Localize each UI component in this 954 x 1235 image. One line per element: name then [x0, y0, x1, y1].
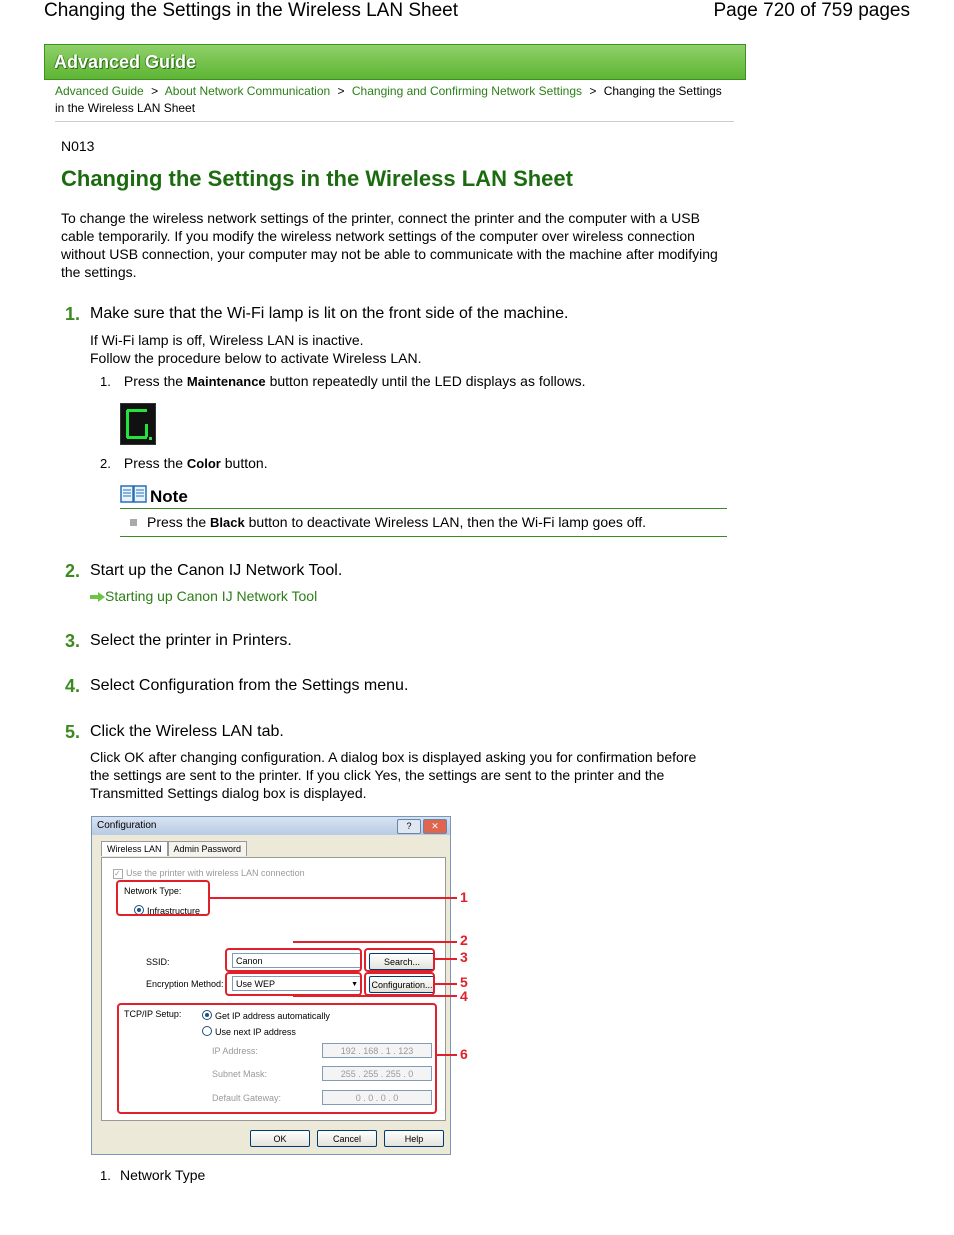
step1-line1: If Wi-Fi lamp is off, Wireless LAN is inactive. — [90, 332, 364, 348]
callout-line-6 — [437, 1054, 457, 1056]
divider — [55, 121, 734, 122]
callout-number-1: 1 — [460, 889, 468, 905]
substep-1 — [100, 373, 586, 389]
arrow-right-icon — [90, 592, 105, 602]
black-button-name: Black — [210, 515, 245, 530]
dialog-titlebar — [92, 817, 450, 835]
breadcrumb — [55, 83, 735, 117]
note-pre: Press the — [147, 514, 207, 530]
page-number: Page 720 of 759 pages — [713, 0, 910, 21]
callout-box-search — [364, 948, 435, 972]
link-label: Starting up Canon IJ Network Tool — [105, 588, 318, 604]
breadcrumb-network-settings[interactable]: Changing and Confirming Network Settings — [351, 84, 582, 98]
substep-2 — [100, 455, 268, 471]
ssid-field[interactable]: Canon — [232, 953, 362, 968]
doc-code: N013 — [61, 138, 95, 154]
led-display-icon — [120, 403, 156, 445]
note-text — [130, 514, 646, 530]
default-gateway-label: Default Gateway: — [212, 1093, 282, 1103]
subnet-mask-field[interactable]: 255 . 255 . 255 . 0 — [322, 1066, 432, 1081]
substep-pre: Press the — [123, 455, 184, 471]
callout-number-6: 6 — [460, 1046, 468, 1062]
default-gateway-field[interactable]: 0 . 0 . 0 . 0 — [322, 1090, 432, 1105]
list-number: 1. — [100, 1168, 111, 1183]
page-title: Changing the Settings in the Wireless LAN Sheet — [61, 166, 573, 191]
substep-post: button repeatedly until the LED displays as follows. — [269, 373, 586, 389]
list-text: Network Type — [120, 1167, 206, 1183]
encryption-label: Encryption Method: — [146, 979, 224, 989]
breadcrumb-separator: > — [589, 84, 597, 98]
step5-body: Click OK after changing configuration. A dialog box is displayed asking you for confirmation before the settings are sent to the printer. If you click Yes, the settings are sent to the printer and the Transmitted Settings dialog box is displayed. — [90, 749, 697, 801]
banner-label: Advanced Guide — [54, 52, 197, 72]
step-number: 4. — [65, 676, 81, 696]
intro-paragraph: To change the wireless network settings of the printer, connect the printer and the computer with a USB cable temporarily. If you modify the wireless network settings of the computer over wireless connection without USB connection, your computer may not be able to communicate with the machine after modifying the settings. — [61, 210, 718, 280]
note-rule-bottom — [120, 536, 727, 537]
cancel-button[interactable]: Cancel — [317, 1130, 377, 1147]
step-number: 2. — [65, 561, 81, 581]
tab-wireless-lan[interactable]: Wireless LAN — [101, 841, 168, 856]
callout-box-ssid — [225, 948, 362, 972]
substep-number: 1. — [100, 374, 111, 389]
header-title: Changing the Settings in the Wireless LAN Sheet — [44, 0, 459, 21]
breadcrumb-network-communication[interactable]: About Network Communication — [164, 84, 331, 98]
substep-number: 2. — [100, 456, 111, 471]
color-button-name: Color — [186, 456, 221, 471]
step-text: Select Configuration from the Settings menu. — [90, 677, 409, 694]
tab-admin-password[interactable]: Admin Password — [168, 841, 248, 856]
use-wireless-checkbox[interactable]: ✓ Use the printer with wireless LAN connection — [114, 868, 305, 878]
callout-line-3 — [435, 958, 457, 960]
callout-box-network-type — [116, 880, 210, 916]
callout-number-5: 5 — [460, 974, 468, 990]
dialog-close-button[interactable]: ✕ — [423, 819, 447, 834]
encryption-configuration-button[interactable]: Configuration... — [369, 976, 435, 993]
ip-address-label: IP Address: — [212, 1046, 258, 1056]
ssid-label: SSID: — [146, 957, 170, 967]
callout-number-2: 2 — [460, 932, 468, 948]
breadcrumb-current: Changing the Settings — [603, 84, 722, 98]
breadcrumb-current-cont: in the Wireless LAN Sheet — [55, 101, 196, 115]
subnet-mask-label: Subnet Mask: — [212, 1069, 268, 1079]
network-type-label: Network Type: — [124, 886, 182, 896]
step-text: Start up the Canon IJ Network Tool. — [90, 562, 343, 579]
ip-address-field[interactable]: 192 . 168 . 1 . 123 — [322, 1043, 432, 1058]
note-title: Note — [150, 487, 188, 506]
breadcrumb-advanced-guide[interactable]: Advanced Guide — [55, 84, 144, 98]
note-post: button to deactivate Wireless LAN, then the Wi-Fi lamp goes off. — [248, 514, 646, 530]
callout-number-3: 3 — [460, 949, 468, 965]
auto-ip-label: Get IP address automatically — [215, 1011, 330, 1021]
callout-number-4: 4 — [460, 988, 468, 1004]
search-button[interactable]: Search... — [369, 953, 435, 970]
encryption-value: Use WEP — [236, 979, 276, 989]
note-rule-top — [120, 508, 727, 509]
callout-line-5 — [435, 983, 457, 985]
breadcrumb-separator: > — [151, 84, 159, 98]
callout-box-tcpip — [117, 1003, 437, 1114]
step-text: Make sure that the Wi-Fi lamp is lit on the front side of the machine. — [90, 305, 569, 322]
step1-body — [90, 331, 421, 367]
callout-box-encryption — [225, 972, 362, 996]
start-tool-link[interactable] — [90, 588, 317, 604]
callout-line-1 — [210, 897, 457, 899]
step-text: Select the printer in Printers. — [90, 632, 292, 649]
callout-line-4 — [293, 995, 457, 997]
dialog-tabs — [101, 841, 247, 856]
callout-box-configuration — [364, 972, 435, 996]
dialog-title: Configuration — [97, 820, 157, 831]
use-wireless-label: Use the printer with wireless LAN connection — [126, 868, 305, 878]
step-number: 1. — [65, 304, 81, 324]
step-text: Click the Wireless LAN tab. — [90, 723, 284, 740]
ok-button[interactable]: OK — [250, 1130, 310, 1147]
maintenance-button-name: Maintenance — [186, 374, 266, 389]
bullet-icon — [130, 519, 137, 526]
help-button[interactable]: Help — [384, 1130, 444, 1147]
breadcrumb-separator: > — [337, 84, 345, 98]
substep-post: button. — [224, 455, 268, 471]
infrastructure-label: Infrastructure — [147, 906, 201, 916]
step-number: 5. — [65, 722, 81, 742]
substep-pre: Press the — [123, 373, 184, 389]
dialog-help-button[interactable]: ? — [397, 819, 421, 834]
tcpip-label: TCP/IP Setup: — [124, 1009, 182, 1019]
callout-line-2 — [293, 941, 457, 943]
advanced-guide-banner — [44, 44, 746, 80]
next-ip-label: Use next IP address — [215, 1027, 296, 1037]
note-book-icon — [120, 484, 148, 504]
step1-line2: Follow the procedure below to activate Wireless LAN. — [90, 350, 422, 366]
list-item-network-type — [100, 1167, 205, 1183]
chevron-down-icon: ▼ — [351, 981, 358, 988]
step-number: 3. — [65, 631, 81, 651]
